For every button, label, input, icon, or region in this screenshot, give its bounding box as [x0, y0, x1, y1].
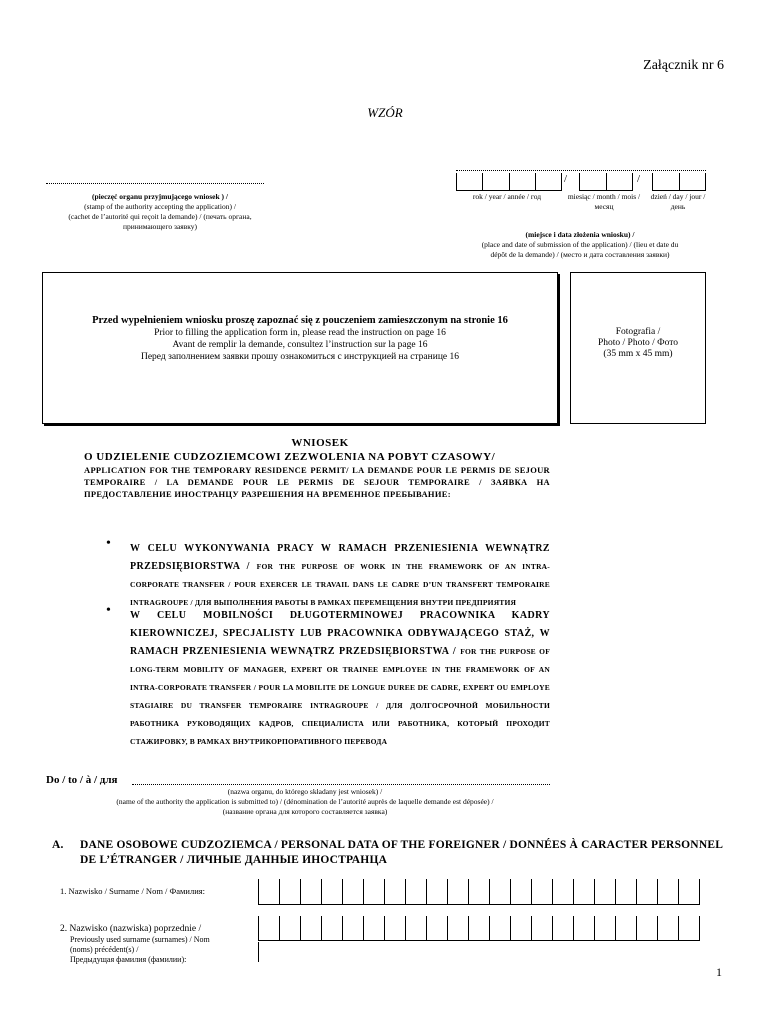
section-a-title: DANE OSOBOWE CUDZOZIEMCA / PERSONAL DATA OF THE FOREIGNER / DONNÉES À CARACTER PERSONNEL DE L’ÉTRANGER / ЛИЧНЫЕ ДАННЫЕ ИНОСТРАНЦА [80, 839, 723, 866]
stamp-label-line: (cachet de l’autorité qui reçoit la demande) / (печать органа, [68, 212, 252, 221]
place-date-label-line: dépôt de la demande) / (место и дата составления заявки) [490, 250, 670, 259]
option-1-translations: FOR THE PURPOSE OF WORK IN THE FRAMEWORK OF AN INTRA-CORPORATE TRANSFER / POUR EXERCER LE TRAVAIL DANS LE CADRE D’UN TRANSFERT TEMPORAIRE INTRAGROUPE / ДЛЯ ВЫПОЛНЕНИЯ РАБОТЫ В РАМКАХ ПЕРЕМЕЩЕНИЯ ВНУТРИ ПРЕДПРИЯТИЯ [130, 562, 550, 607]
addressee-description [40, 787, 570, 817]
option-1-bullet[interactable]: • [106, 536, 111, 551]
instruction-en: Prior to filling the application form in, please read the instruction on page 16 [154, 328, 446, 338]
previous-surname-label-line: Previously used surname (surnames) / Nom [70, 935, 210, 944]
option-1 [130, 538, 550, 610]
option-2 [130, 605, 550, 749]
day-input-boxes[interactable] [652, 173, 706, 191]
month-input-boxes[interactable] [579, 173, 633, 191]
page-number: 1 [716, 965, 722, 979]
application-title: WNIOSEK [291, 437, 349, 449]
instruction-ru: Перед заполнением заявки прошу ознакомиться с инструкцией на странице 16 [140, 352, 459, 362]
addressee-input-line[interactable] [132, 784, 550, 785]
place-date-label-line: (place and date of submission of the application) / (lieu et date du [481, 240, 679, 249]
photo-label-line: Fotografia / [615, 327, 661, 337]
previous-surname-label-line: 2. Nazwisko (nazwiska) poprzednie / [60, 924, 202, 934]
stamp-label-line: (pieczęć organu przyjmującego wniosek ) / [91, 192, 228, 201]
surname-label: 1. Nazwisko / Surname / Nom / Фамилия: [60, 886, 206, 896]
instruction-fr: Avant de remplir la demande, consultez l’instruction sur la page 16 [172, 340, 428, 350]
option-2-bullet[interactable]: • [106, 603, 111, 618]
addressee-description-line: (название органа для которого составляется заявка) [222, 807, 388, 816]
attachment-number: Załącznik nr 6 [643, 58, 724, 73]
stamp-label-line: (stamp of the authority accepting the application) / [84, 202, 236, 211]
previous-surname-label-line: (noms) précédent(s) / [70, 945, 139, 954]
photo-label-line: (35 mm x 45 mm) [603, 349, 673, 359]
previous-surname-input-boxes-row1[interactable] [258, 916, 700, 941]
date-separator: / [564, 173, 568, 185]
instruction-translations [43, 327, 557, 363]
previous-surname-label-line: Предыдущая фамилия (фамилии): [70, 955, 187, 964]
instruction-pl: Przed wypełnieniem wniosku proszę zapoznać się z pouczeniem zamieszczonym na stronie 16 [92, 315, 508, 326]
application-subject-pl: O UDZIELENIE CUDZOZIEMCOWI ZEZWOLENIA NA POBYT CZASOWY/ [84, 451, 496, 463]
stamp-label-line: принимающего заявку) [122, 222, 198, 231]
form-template-label: WZÓR [367, 105, 403, 120]
option-1-pl: W CELU WYKONYWANIA PRACY W RAMACH PRZENIESIENIA WEWNĄTRZ PRZEDSIĘBIORSTWA / [130, 543, 550, 572]
place-date-label [455, 230, 705, 260]
place-input-line[interactable] [456, 170, 706, 171]
photo-box[interactable] [570, 272, 706, 424]
place-date-label-line: (miejsce i data złożenia wniosku) / [525, 230, 635, 239]
option-2-translations: FOR THE PURPOSE OF LONG-TERM MOBILITY OF MANAGER, EXPERT OR TRAINEE EMPLOYEE IN THE FRAMEWORK OF AN INTRA-CORPORATE TRANSFER / POUR LA MOBILITE DE LONGUE DUREE DE CADRE, EXPERT OU EMPLOYE STAGIAIRE DU TRANSFER TEMPORAIRE INTRAGROUPE / ДЛЯ ДОЛГОСРОЧНОЙ МОБИЛЬНОСТИ РАБОТНИКА РУКОВОДЯЩИХ КАДРОВ, СПЕЦИАЛИСТА ИЛИ РАБОТНИКА, КОТОРЫЙ ПРОХОДИТ СТАЖИРОВКУ, В РАМКАХ ВНУТРИКОРПОРАТИВНОГО ПЕРЕВОДА [130, 647, 550, 746]
addressee-description-line: (name of the authority the application is submitted to) / (dénomination de l’autorité auprès de laquelle demande est déposée) / [116, 797, 494, 806]
previous-surname-label [60, 923, 250, 965]
day-label: dzień / day / jour / день [650, 192, 706, 211]
addressee-label: Do / to / à / для [46, 774, 118, 786]
surname-input-boxes[interactable] [258, 879, 700, 905]
application-subject-translations: APPLICATION FOR THE TEMPORARY RESIDENCE PERMIT/ LA DEMANDE POUR LE PERMIS DE SEJOUR TEMPORAIRE / LA DEMANDE POUR LE PERMIS DE SEJOUR TEMPORAIRE / ЗАЯВКА НА ПРЕДОСТАВЛЕНИЕ ИНОСТРАНЦУ РАЗРЕШЕНИЯ НА ВРЕМЕННОЕ ПРЕБЫВАНИЕ: [84, 465, 550, 499]
section-a-letter: A. [52, 839, 64, 851]
year-input-boxes[interactable] [456, 173, 562, 191]
month-label: miesiąc / month / mois / месяц [567, 192, 641, 211]
photo-label [571, 327, 705, 360]
stamp-label [40, 192, 280, 232]
option-2-pl: W CELU MOBILNOŚCI DŁUGOTERMINOWEJ PRACOWNIKA KADRY KIEROWNICZEJ, SPECJALISTY LUB PRACOWNIKA ODBYWAJĄCEGO STAŻ, W RAMACH PRZENIESIENIA WEWNĄTRZ PRZEDSIĘBIORSTWA / [130, 610, 550, 657]
stamp-dotted-line [46, 183, 264, 184]
previous-surname-row2-edge [258, 942, 259, 962]
date-separator: / [637, 173, 641, 185]
photo-label-line: Photo / Photo / Фото [597, 338, 679, 348]
application-subject [84, 451, 550, 500]
instruction-box [42, 272, 558, 424]
year-label: rok / year / année / год [472, 192, 542, 201]
addressee-description-line: (nazwa organu, do którego składany jest wniosek) / [227, 787, 383, 796]
